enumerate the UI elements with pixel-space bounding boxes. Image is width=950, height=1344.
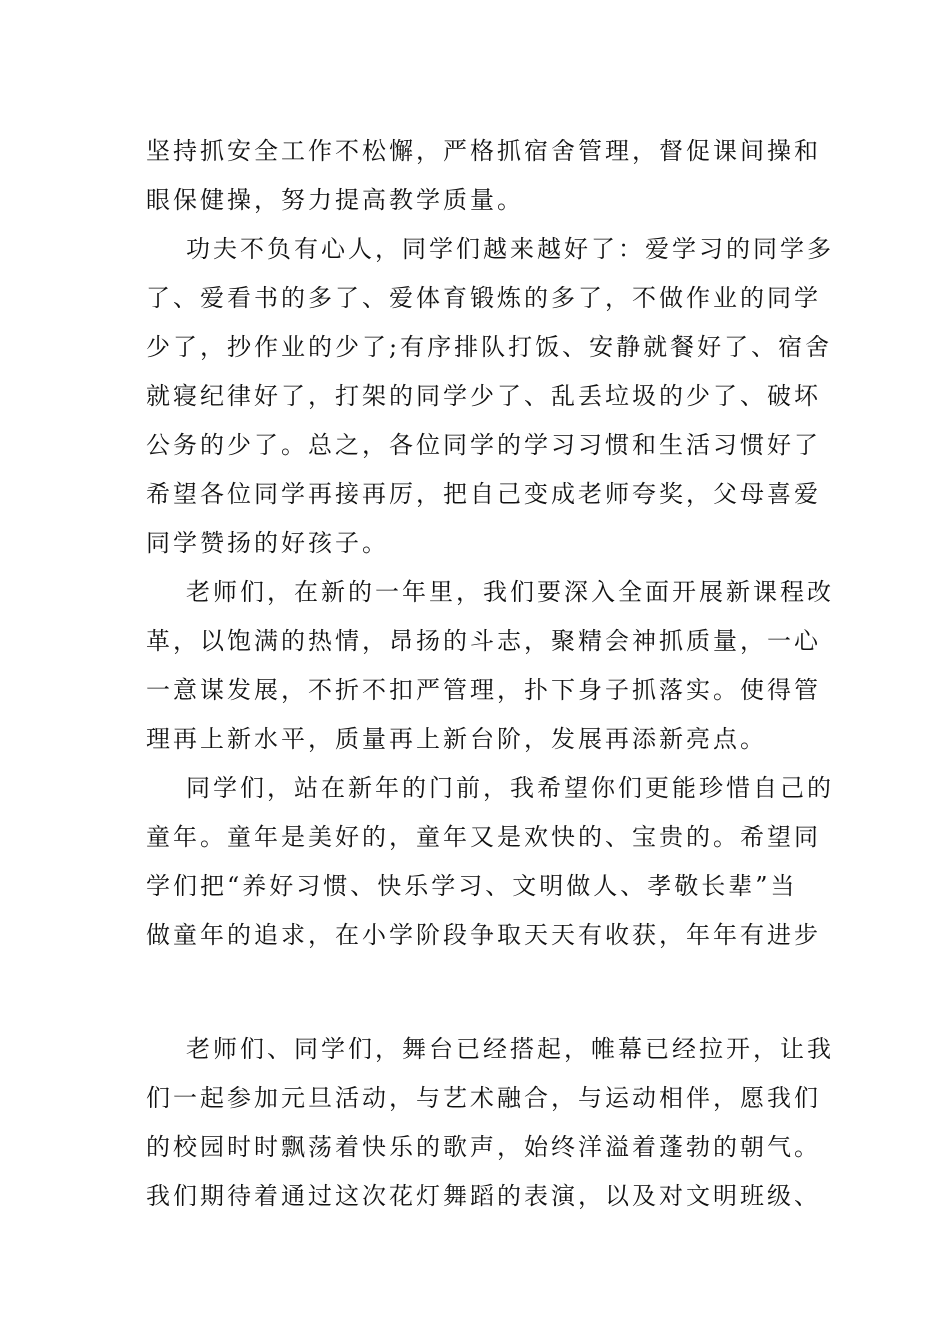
text-line: 同学赞扬的好孩子。: [146, 529, 389, 557]
text-line: 公务的少了。总之，各位同学的学习习惯和生活习惯好了: [146, 431, 821, 459]
text-line: 老师们、同学们，舞台已经搭起，帷幕已经拉开，让我: [186, 1035, 834, 1063]
text-line: 就寝纪律好了，打架的同学少了、乱丢垃圾的少了、破坏: [146, 382, 821, 410]
text-line: 老师们，在新的一年里，我们要深入全面开展新课程改: [186, 578, 834, 606]
text-line: 眼保健操，努力提高教学质量。: [146, 186, 524, 214]
text-line: 理再上新水平，质量再上新台阶，发展再添新亮点。: [146, 725, 767, 753]
text-line: 学们把“养好习惯、快乐学习、文明做人、孝敬长辈”当: [146, 872, 798, 900]
text-line: 少了，抄作业的少了;有序排队打饭、安静就餐好了、宿舍: [146, 333, 833, 361]
text-line: 功夫不负有心人，同学们越来越好了：爱学习的同学多: [186, 235, 834, 263]
text-line: 一意谋发展，不折不扣严管理，扑下身子抓落实。使得管: [146, 676, 821, 704]
text-line: 坚持抓安全工作不松懈，严格抓宿舍管理，督促课间操和: [146, 137, 821, 165]
text-line: 了、爱看书的多了、爱体育锻炼的多了，不做作业的同学: [146, 284, 821, 312]
text-line: 希望各位同学再接再厉，把自己变成老师夸奖，父母喜爱: [146, 480, 821, 508]
text-line: 们一起参加元旦活动，与艺术融合，与运动相伴，愿我们: [146, 1084, 821, 1112]
text-line: 的校园时时飘荡着快乐的歌声，始终洋溢着蓬勃的朝气。: [146, 1133, 821, 1161]
text-line: 我们期待着通过这次花灯舞蹈的表演，以及对文明班级、: [146, 1182, 821, 1210]
text-line: 革，以饱满的热情，昂扬的斗志，聚精会神抓质量，一心: [146, 627, 821, 655]
text-line: 同学们，站在新年的门前，我希望你们更能珍惜自己的: [186, 774, 834, 802]
text-line: 童年。童年是美好的，童年又是欢快的、宝贵的。希望同: [146, 823, 821, 851]
paragraph-1: [146, 127, 834, 960]
text-line: 做童年的追求，在小学阶段争取天天有收获，年年有进步: [146, 921, 821, 949]
paragraph-2: [146, 1025, 834, 1221]
